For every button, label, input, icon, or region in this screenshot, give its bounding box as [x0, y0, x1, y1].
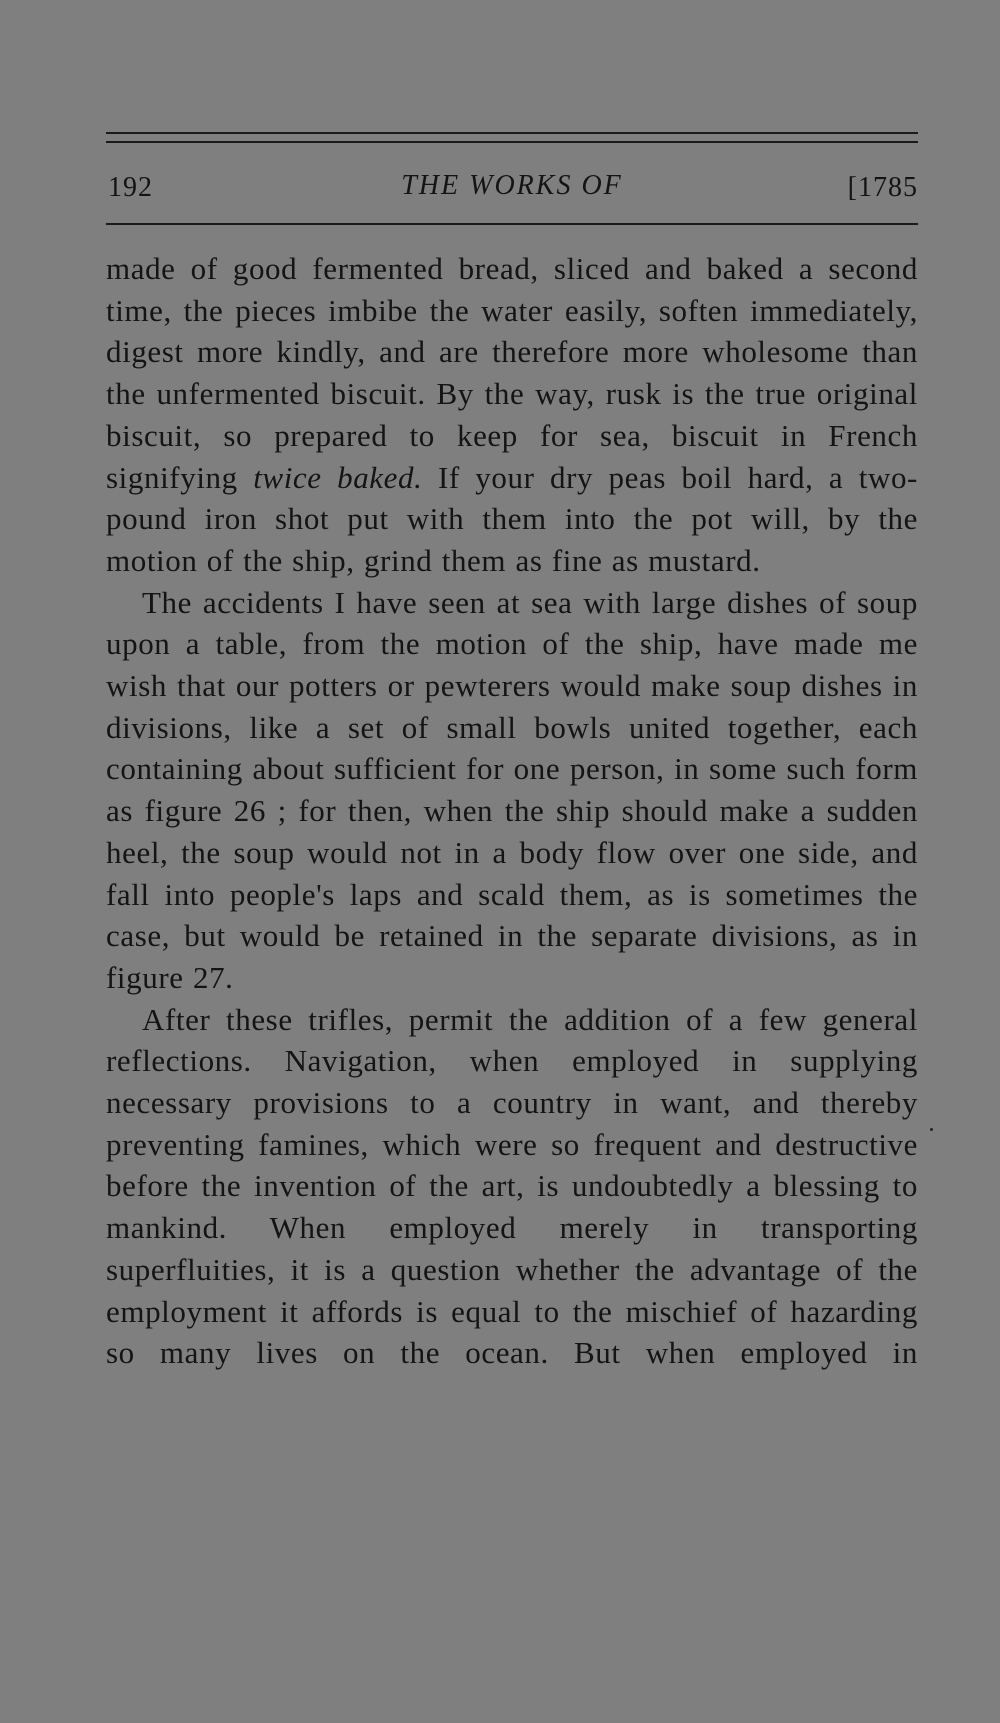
paragraph-text: made of good fermented bread, sliced and baked a second time, the pieces imbibe the water easily, soften immediately, digest more kindly, and are therefore more wholesome than the unfermented biscuit. By the way, rusk is the true original biscuit, so prepared to keep for sea, biscuit in French signifying [106, 251, 918, 495]
header-rule-bottom [106, 223, 918, 225]
header-rule-second [106, 141, 918, 143]
print-speck [930, 1128, 933, 1131]
running-header [106, 166, 918, 212]
paragraph-reflections: After these trifles, permit the addition of a few general reflections. Navigation, when employed in supplying necessary provisions to a country in want, and thereby preventing famines, which were so frequent and destructive before the invention of the art, is undoubtedly a blessing to mankind. When employed merely in transporting superfluities, it is a question whether the advantage of the employment it affords is equal to the mischief of hazarding so many lives on the ocean. But when employed in [106, 1001, 918, 1371]
paragraph-continued [106, 248, 918, 582]
header-year: [1785 [847, 172, 918, 203]
page-number: 192 [108, 172, 153, 203]
italic-phrase: twice baked. [253, 459, 423, 495]
header-rule-top [106, 132, 918, 134]
running-title: THE WORKS OF [401, 170, 623, 201]
paragraph-soup-dishes: The accidents I have seen at sea with large dishes of soup upon a table, from the motion of the ship, have made me wish that our potters or pewterers would make soup dishes in divisions, like a set of small bowls united together, each containing about sufficient for one person, in some such form as figure 26 ; for then, when the ship should make a sudden heel, the soup would not in a body flow over one side, and fall into people's laps and scald them, as is sometimes the case, but would be retained in the separate divisions, as in figure 27. [106, 584, 918, 995]
book-page [106, 132, 918, 1692]
body-text [106, 248, 918, 1374]
paragraph-text: If your dry peas boil hard, a two-pound iron shot put with them into the pot will, by the motion of the ship, grind them as fine as mustard. [106, 459, 918, 578]
